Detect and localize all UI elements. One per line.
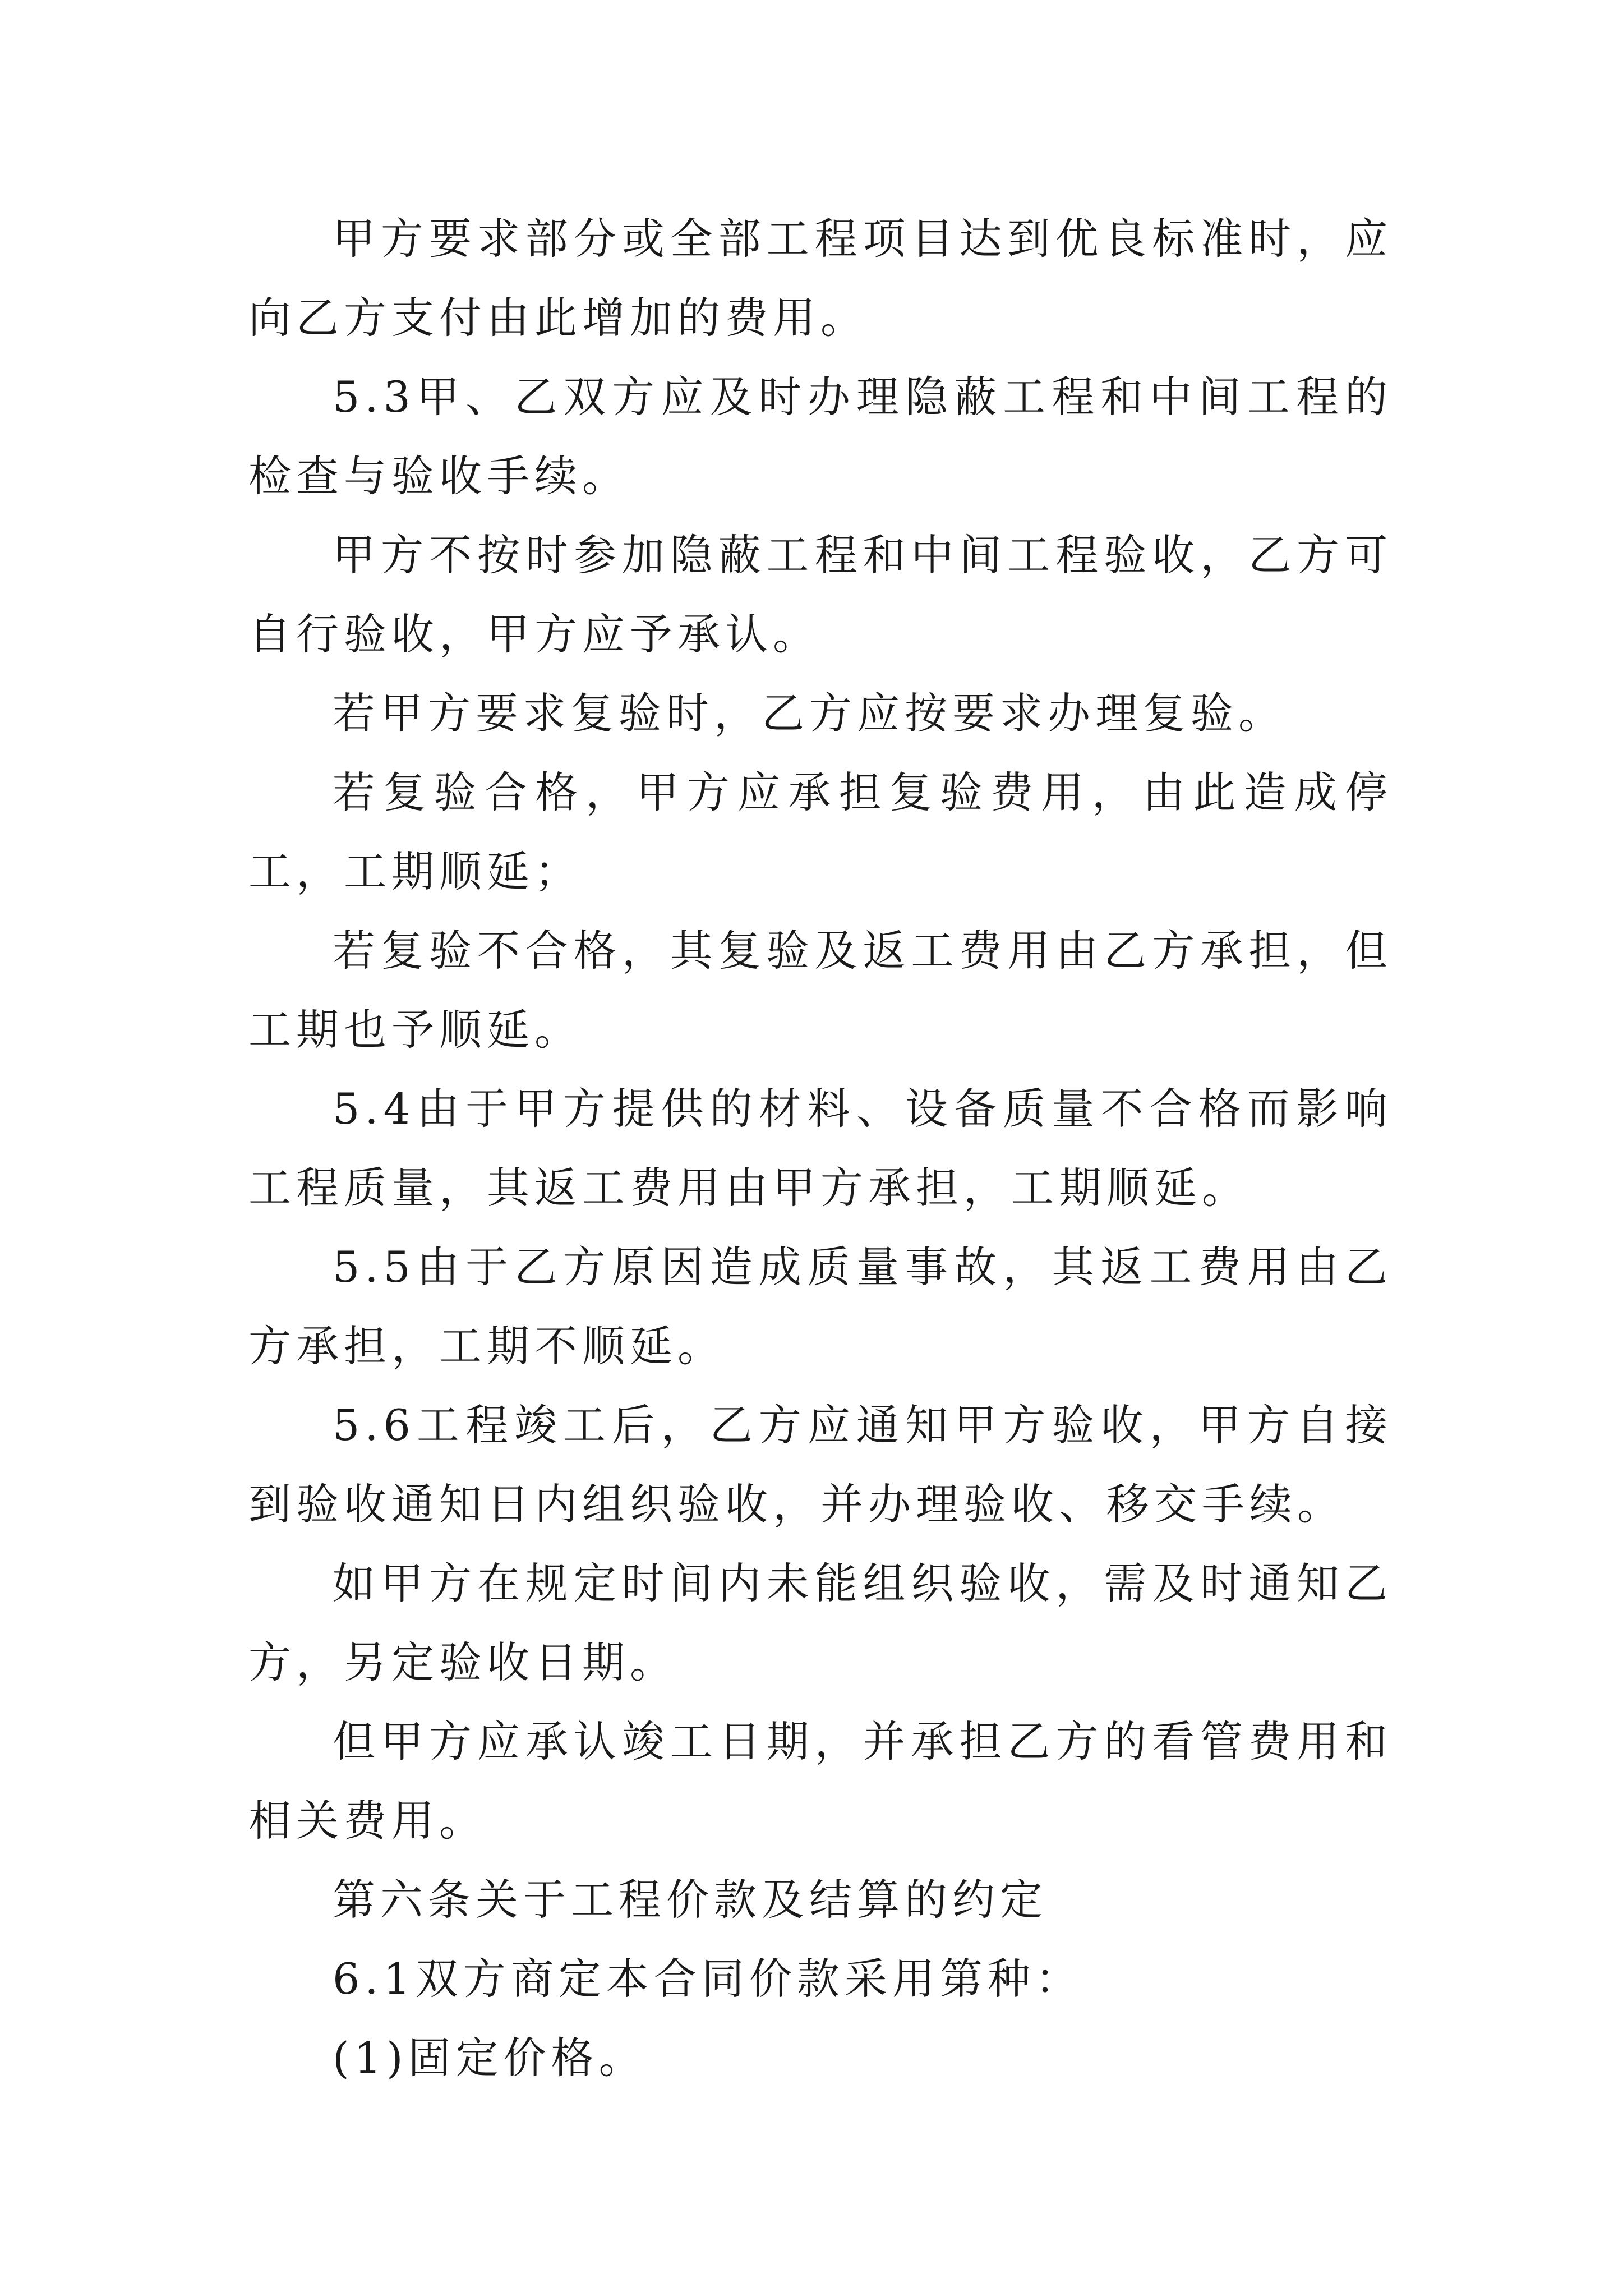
paragraph: 若复验合格，甲方应承担复验费用，由此造成停工，工期顺延； — [248, 767, 1393, 896]
paragraph: 6.1双方商定本合同价款采用第种： — [333, 1954, 1083, 2004]
paragraph: (1)固定价格。 — [333, 2033, 647, 2083]
paragraph: 5.3甲、乙双方应及时办理隐蔽工程和中间工程的检查与验收手续。 — [248, 372, 1393, 501]
section-heading: 第六条关于工程价款及结算的约定 — [333, 1875, 1048, 1925]
paragraph: 5.6工程竣工后，乙方应通知甲方验收，甲方自接到验收通知日内组织验收，并办理验收、移交手续。 — [248, 1400, 1393, 1529]
paragraph: 5.5由于乙方原因造成质量事故，其返工费用由乙方承担，工期不顺延。 — [248, 1242, 1393, 1371]
paragraph: 5.4由于甲方提供的材料、设备质量不合格而影响工程质量，其返工费用由甲方承担，工期顺延。 — [248, 1084, 1393, 1213]
paragraph: 甲方不按时参加隐蔽工程和中间工程验收，乙方可自行验收，甲方应予承认。 — [248, 530, 1393, 659]
paragraph: 甲方要求部分或全部工程项目达到优良标准时，应向乙方支付由此增加的费用。 — [248, 214, 1393, 343]
paragraph: 但甲方应承认竣工日期，并承担乙方的看管费用和相关费用。 — [248, 1717, 1393, 1846]
paragraph: 如甲方在规定时间内未能组织验收，需及时通知乙方，另定验收日期。 — [248, 1558, 1393, 1687]
document-body — [248, 199, 1393, 2097]
paragraph: 若复验不合格，其复验及返工费用由乙方承担，但工期也予顺延。 — [248, 926, 1393, 1055]
paragraph: 若甲方要求复验时，乙方应按要求办理复验。 — [333, 688, 1286, 738]
